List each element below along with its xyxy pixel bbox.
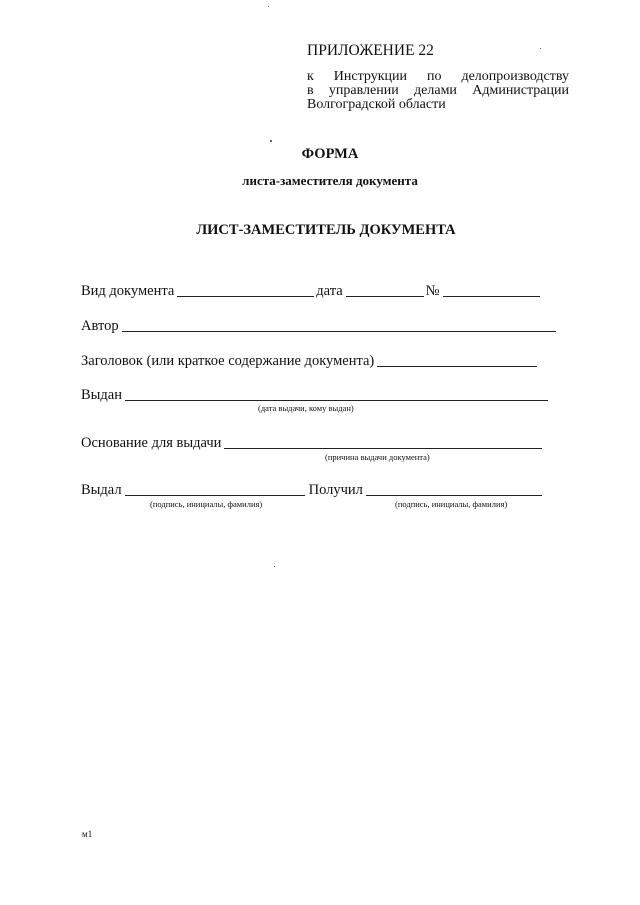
author-field[interactable] (122, 317, 556, 332)
heading-label: Заголовок (или краткое содержание документа) (81, 353, 375, 369)
form-subtitle: листа-заместителя документа (242, 173, 418, 188)
appendix-description (307, 70, 569, 112)
author-label: Автор (81, 318, 119, 334)
gave-label: Выдал (81, 482, 122, 498)
date-label: дата (316, 283, 343, 299)
number-label: № (425, 283, 440, 299)
gave-caption: (подпись, инициалы, фамилия) (150, 499, 263, 509)
received-caption: (подпись, инициалы, фамилия) (395, 499, 508, 509)
basis-field[interactable] (224, 434, 542, 449)
received-signature-field[interactable] (366, 481, 542, 496)
gave-signature-field[interactable] (125, 481, 305, 496)
appendix-title: ПРИЛОЖЕНИЕ 22 (307, 42, 434, 59)
doc-type-row (81, 282, 542, 300)
received-label: Получил (308, 482, 363, 498)
appendix-line-2: в управлении делами Администрации (307, 83, 569, 98)
signature-row (81, 481, 544, 499)
basis-label: Основание для выдачи (81, 435, 222, 451)
appendix-line-1: к Инструкции по делопроизводству (307, 69, 569, 84)
scan-speck (270, 140, 272, 142)
issued-row (81, 386, 550, 404)
issued-field[interactable] (125, 386, 548, 401)
scan-speck (268, 6, 269, 7)
form-title: ФОРМА (301, 146, 359, 162)
appendix-line-3: Волгоградской области (307, 97, 446, 112)
doc-type-field[interactable] (177, 282, 314, 297)
author-row (81, 317, 558, 335)
issued-caption: (дата выдачи, кому выдан) (258, 403, 354, 413)
heading-row (81, 352, 539, 370)
issued-label: Выдан (81, 387, 122, 403)
scan-speck (540, 48, 541, 49)
doc-type-label: Вид документа (81, 283, 175, 299)
document-heading: ЛИСТ-ЗАМЕСТИТЕЛЬ ДОКУМЕНТА (196, 222, 456, 238)
basis-caption: (причина выдачи документа) (325, 452, 430, 462)
number-field[interactable] (443, 282, 540, 297)
scan-speck (274, 566, 275, 567)
footer-mark: м1 (82, 829, 93, 839)
basis-row (81, 434, 544, 452)
date-field[interactable] (346, 282, 424, 297)
heading-field[interactable] (377, 352, 537, 367)
